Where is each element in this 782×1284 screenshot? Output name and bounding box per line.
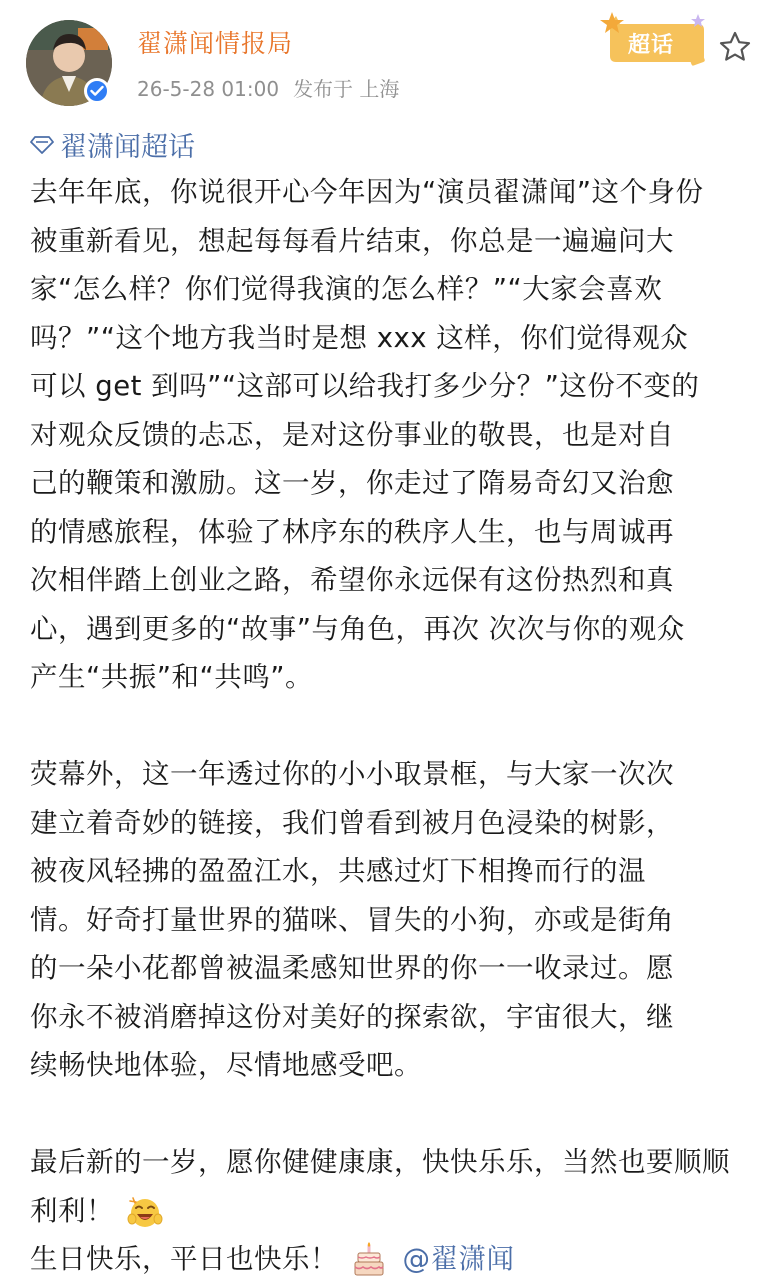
paragraph-3 xyxy=(30,1138,770,1284)
body-line: 的一朵小花都曾被温柔感知世界的你一一收录过。愿 xyxy=(30,952,674,984)
body-line: 可以 get 到吗”“这部可以给我打多少分？”这份不变的 xyxy=(30,370,700,402)
body-line: 的情感旅程，体验了林序东的秩序人生，也与周诚再 xyxy=(30,515,674,548)
body-line: 心，遇到更多的“故事”与角色，再次 次次与你的观众 xyxy=(30,612,685,645)
laughing-emoji-icon xyxy=(127,1194,163,1230)
body-text: 生日快乐，平日也快乐！ xyxy=(30,1243,338,1275)
paragraph-2 xyxy=(30,750,770,1090)
star-icon xyxy=(718,30,752,64)
post-body xyxy=(30,168,770,1284)
supertopic-link-label: 翟潇闻超话 xyxy=(60,132,195,163)
paragraph-spacer xyxy=(30,1090,770,1139)
favorite-button[interactable] xyxy=(718,30,752,64)
post-header xyxy=(0,0,782,120)
supertopic-badge[interactable] xyxy=(598,10,710,68)
body-line: 你永不被消磨掉这份对美好的探索欲，宇宙很大，继 xyxy=(30,1000,674,1033)
body-line: 最后新的一岁，愿你健健康康，快快乐乐，当然也要顺顺 xyxy=(30,1146,730,1178)
body-line xyxy=(30,1187,770,1236)
birthday-cake-icon xyxy=(351,1242,387,1278)
body-line: 吗？”“这个地方我当时是想 xxx 这样，你们觉得观众 xyxy=(30,321,689,354)
post-location: 发布于 上海 xyxy=(293,77,400,101)
body-line: 去年年底，你说很开心今年因为“演员翟潇闻”这个身份 xyxy=(30,176,704,208)
verified-badge xyxy=(84,78,110,104)
body-line: 家“怎么样？你们觉得我演的怎么样？”“大家会喜欢 xyxy=(30,273,663,305)
body-line: 产生“共振”和“共鸣”。 xyxy=(30,661,313,693)
supertopic-link[interactable] xyxy=(30,125,195,164)
post-meta xyxy=(137,73,399,102)
body-line: 情。好奇打量世界的猫咪、冒失的小狗，亦或是街角 xyxy=(30,903,674,936)
body-line xyxy=(30,1235,770,1284)
body-line: 次相伴踏上创业之路，希望你永远保有这份热烈和真 xyxy=(30,564,674,596)
user-mention-link[interactable]: @翟潇闻 xyxy=(402,1243,515,1275)
body-line: 续畅快地体验，尽情地感受吧。 xyxy=(30,1049,422,1081)
body-line: 对观众反馈的忐忑，是对这份事业的敬畏，也是对自 xyxy=(30,418,674,451)
body-line: 荧幕外，这一年透过你的小小取景框，与大家一次次 xyxy=(30,758,674,790)
body-line: 己的鞭策和激励。这一岁，你走过了隋易奇幻又治愈 xyxy=(30,467,674,499)
supertopic-badge-label: 超话 xyxy=(628,33,675,58)
paragraph-1 xyxy=(30,168,770,702)
body-line: 建立着奇妙的链接，我们曾看到被月色浸染的树影， xyxy=(30,806,674,839)
author-name[interactable]: 翟潇闻情报局 xyxy=(137,29,294,58)
post-timestamp: 26-5-28 01:00 xyxy=(137,77,280,101)
diamond-icon xyxy=(30,135,54,155)
body-text: 利利！ xyxy=(30,1194,114,1227)
paragraph-spacer xyxy=(30,702,770,751)
body-line: 被夜风轻拂的盈盈江水，共感过灯下相搀而行的温 xyxy=(30,855,646,887)
verified-icon xyxy=(90,85,104,97)
body-line: 被重新看见，想起每每看片结束，你总是一遍遍问大 xyxy=(30,224,674,257)
